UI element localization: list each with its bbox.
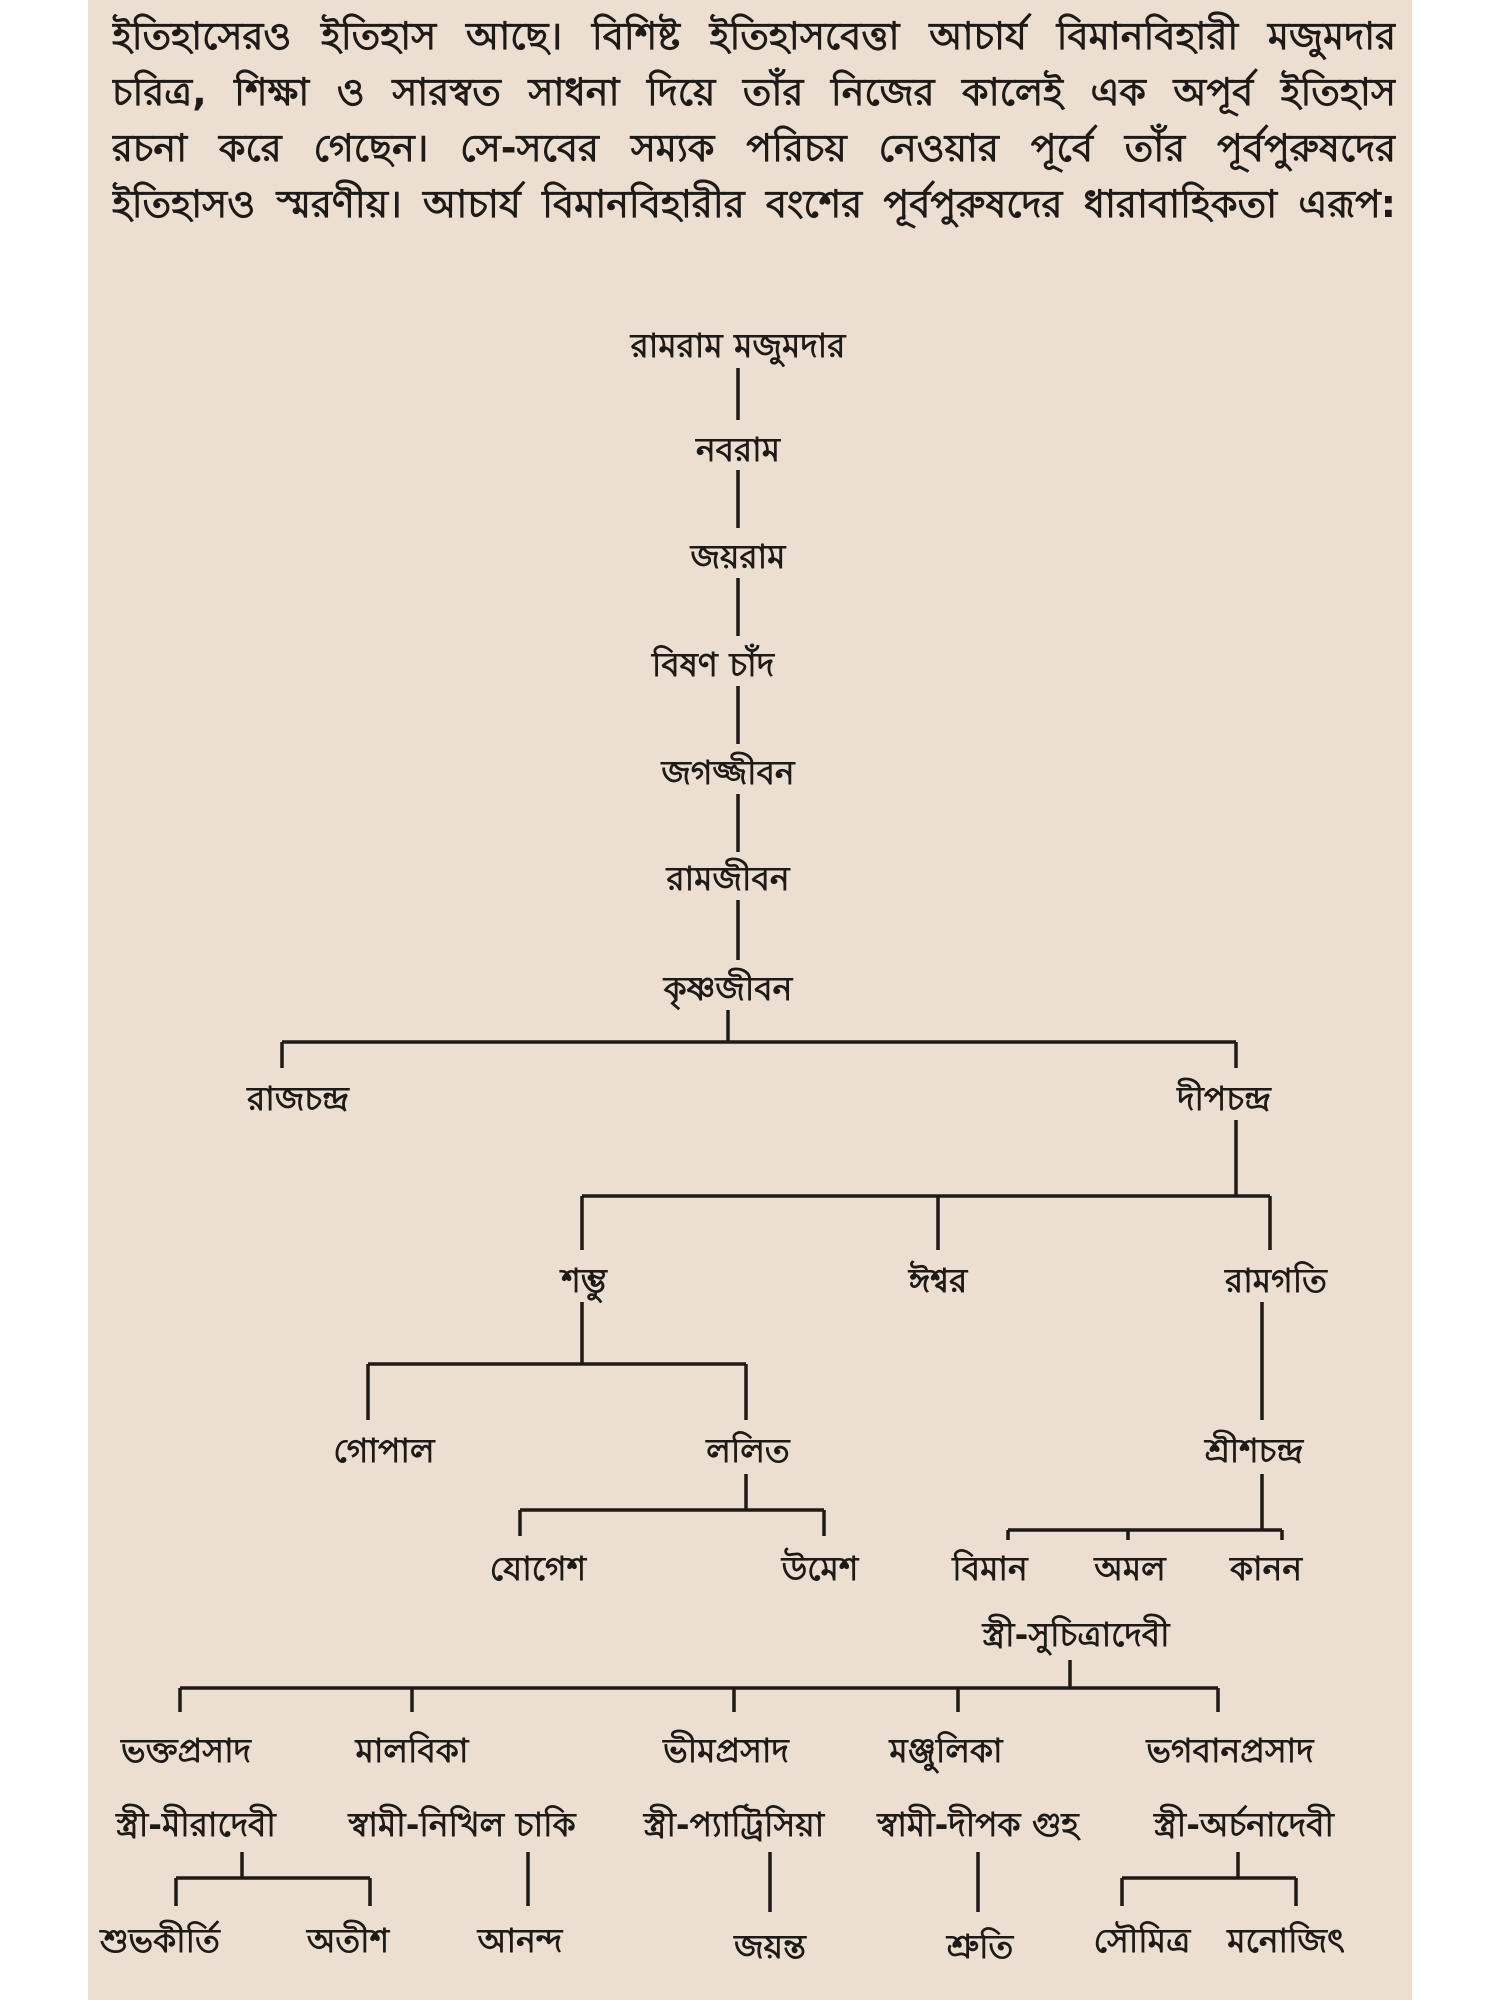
person-umesh: উমেশ	[781, 1549, 859, 1588]
spouse-malabika: স্বামী-নিখিল চাকি	[348, 1805, 576, 1844]
tree-connectors	[176, 368, 1296, 1912]
intro-line: ইতিহাসেরও ইতিহাস আছে। বিশিষ্ট ইতিহাসবেত্তা আচার্য বিমানবিহারী মজুমদার	[112, 14, 1396, 58]
person-biman-wife: স্ত্রী-সুচিত্রাদেবী	[982, 1615, 1170, 1654]
person-soumitra: সৌমিত্র	[1093, 1921, 1191, 1960]
person-shruti: শ্রুতি	[946, 1927, 1014, 1966]
intro-line: ইতিহাসও স্মরণীয়। আচার্য বিমানবিহারীর বংশের পূর্বপুরুষদের ধারাবাহিকতা এরূপ:	[112, 182, 1396, 226]
person-manojit: মনোজিৎ	[1227, 1921, 1345, 1960]
person-manjulika: মঞ্জুলিকা	[889, 1731, 1003, 1770]
person-rajchandra: রাজচন্দ্র	[247, 1079, 349, 1118]
person-nabaram: নবরাম	[695, 430, 781, 469]
person-bhaktiprasad: ভক্তপ্রসাদ	[121, 1731, 251, 1770]
person-jayaram: জয়রাম	[690, 537, 786, 576]
spouse-manjulika: স্বামী-দীপক গুহ	[877, 1805, 1079, 1844]
person-biman: বিমান	[952, 1549, 1028, 1588]
person-ishwar: ঈশ্বর	[908, 1261, 968, 1300]
person-shambhu: শম্ভু	[561, 1261, 607, 1300]
spouse-bhimprasad: স্ত্রী-প্যাট্রিসিয়া	[643, 1805, 825, 1844]
person-ramgati: রামগতি	[1225, 1261, 1327, 1300]
person-srishchandra: শ্রীশচন্দ্র	[1204, 1431, 1304, 1470]
person-ramjiban: রামজীবন	[666, 859, 790, 898]
person-bhagabanprasad: ভগবানপ্রসাদ	[1146, 1731, 1314, 1770]
person-gopal: গোপাল	[333, 1431, 435, 1470]
person-amal: অমল	[1094, 1549, 1166, 1588]
spouse-bhagabanprasad: স্ত্রী-অর্চনাদেবী	[1154, 1805, 1334, 1844]
person-ramram: রামরাম মজুমদার	[630, 326, 846, 365]
person-shubhakirti: শুভকীর্তি	[100, 1921, 220, 1960]
person-jagajjiban: জগজ্জীবন	[661, 753, 795, 792]
person-ananda: আনন্দ	[477, 1921, 563, 1960]
person-atish: অতীশ	[306, 1921, 390, 1960]
person-jogesh: যোগেশ	[489, 1549, 587, 1588]
person-bishan: বিষণ চাঁদ	[651, 645, 775, 684]
person-krishnajiban: কৃষ্ণজীবন	[663, 969, 793, 1008]
spouse-bhaktiprasad: স্ত্রী-মীরাদেবী	[116, 1805, 276, 1844]
person-bhimprasad: ভীমপ্রসাদ	[663, 1731, 789, 1770]
intro-line: রচনা করে গেছেন। সে-সবের সম্যক পরিচয় নেওয়ার পূর্বে তাঁর পূর্বপুরুষদের	[112, 126, 1396, 170]
person-dipchandra: দীপচন্দ্র	[1177, 1079, 1271, 1118]
person-jayanta: জয়ন্ত	[734, 1927, 806, 1966]
person-kanan: কানন	[1229, 1549, 1303, 1588]
person-lalit: ললিত	[706, 1431, 790, 1470]
person-malabika: মালবিকা	[355, 1731, 469, 1770]
intro-line: চরিত্র, শিক্ষা ও সারস্বত সাধনা দিয়ে তাঁর নিজের কালেই এক অপূর্ব ইতিহাস	[112, 70, 1396, 114]
tree-names	[99, 326, 1345, 1966]
